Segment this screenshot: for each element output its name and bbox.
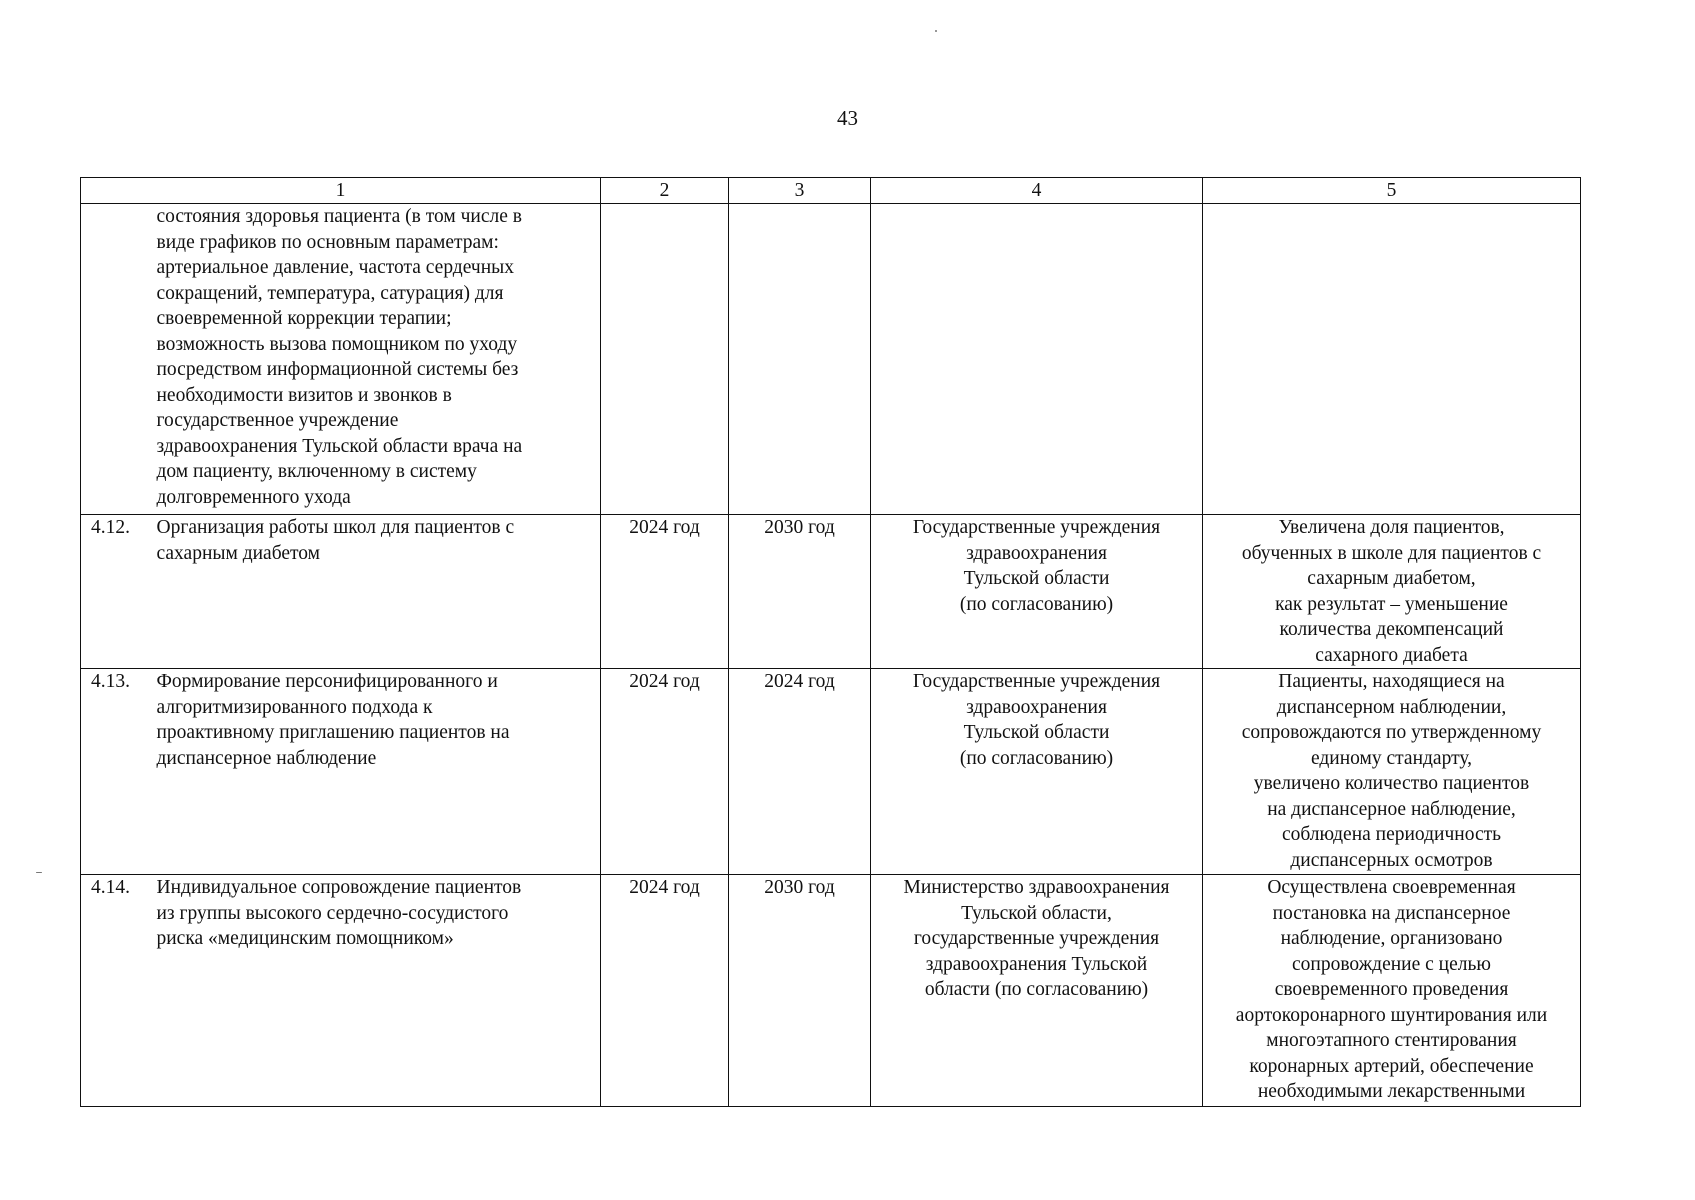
result-line: единому стандарту,: [1310, 747, 1473, 769]
activity-line: своевременной коррекции терапии;: [156, 308, 452, 329]
page-number: 43: [837, 106, 858, 130]
result-line: увеличено количество пациентов: [1253, 773, 1530, 794]
result-cell: [1203, 515, 1581, 669]
responsible-line: Государственные учреждения: [912, 517, 1161, 538]
activity-line: Организация работы школ для пациентов с: [156, 517, 515, 538]
responsible-cell: [871, 669, 1203, 875]
result-cell: [1203, 875, 1581, 1107]
plan-table: [80, 177, 1581, 1107]
activity-line: сокращений, температура, сатурация) для: [156, 282, 504, 304]
start-cell: 2024 год: [601, 669, 729, 875]
scan-speck: [36, 872, 42, 873]
end-cell: 2024 год: [729, 669, 871, 875]
row-number-cell: 4.12.: [81, 515, 157, 669]
result-line: многоэтапного стентирования: [1266, 1030, 1517, 1051]
activity-line: дом пациенту, включенному в систему: [156, 461, 477, 482]
column-header-5: 5: [1203, 178, 1581, 204]
result-line: как результат – уменьшение: [1275, 593, 1508, 615]
activity-line: риска «медицинским помощником»: [156, 928, 454, 949]
column-header-3: 3: [729, 178, 871, 204]
responsible-line: (по согласованию): [959, 593, 1114, 615]
activity-line: посредством информационной системы без: [156, 359, 519, 380]
responsible-line: области (по согласованию): [924, 979, 1149, 1000]
start-cell: 2024 год: [601, 875, 729, 1107]
result-line: коронарных артерий, обеспечение: [1249, 1055, 1534, 1077]
end-cell: [729, 204, 871, 515]
end-cell: 2030 год: [729, 875, 871, 1107]
activity-line: состояния здоровья пациента (в том числе в: [156, 206, 522, 227]
start-cell: [601, 204, 729, 515]
result-line: своевременного проведения: [1274, 979, 1509, 1000]
responsible-line: здравоохранения: [966, 542, 1107, 564]
result-line: сопровождаются по утвержденному: [1241, 722, 1542, 743]
responsible-line: Тульской области,: [961, 902, 1112, 924]
responsible-line: здравоохранения: [966, 696, 1107, 718]
result-line: диспансерном наблюдении,: [1276, 696, 1507, 718]
table-row-4-13: [81, 669, 1581, 875]
activity-cell: [157, 515, 601, 669]
activity-cell: [157, 875, 601, 1107]
responsible-line: (по согласованию): [959, 747, 1114, 769]
activity-line: виде графиков по основным параметрам:: [156, 231, 499, 253]
activity-line: диспансерное наблюдение: [156, 747, 377, 769]
column-header-2: 2: [601, 178, 729, 204]
activity-line: необходимости визитов и звонков в: [156, 384, 452, 406]
activity-cell: [157, 669, 601, 875]
activity-line: артериальное давление, частота сердечных: [156, 257, 514, 278]
result-line: обученных в школе для пациентов с: [1241, 542, 1542, 564]
result-line: постановка на диспансерное: [1272, 902, 1511, 924]
activity-line: Индивидуальное сопровождение пациентов: [156, 877, 522, 898]
result-cell: [1203, 204, 1581, 515]
activity-line: алгоритмизированного подхода к: [156, 696, 433, 718]
result-line: Осуществлена своевременная: [1267, 877, 1516, 898]
table-row-continuation: [81, 204, 1581, 515]
responsible-line: Министерство здравоохранения: [903, 877, 1170, 898]
column-header-4: 4: [871, 178, 1203, 204]
activity-line: проактивному приглашению пациентов на: [156, 722, 510, 743]
responsible-line: здравоохранения Тульской: [925, 953, 1148, 975]
activity-cell: [157, 204, 601, 515]
activity-line: долговременного ухода: [156, 486, 351, 508]
result-line: диспансерных осмотров: [1290, 849, 1493, 871]
row-number-cell: 4.13.: [81, 669, 157, 875]
activity-line: сахарным диабетом: [156, 542, 321, 564]
activity-line: Формирование персонифицированного и: [156, 671, 498, 692]
result-line: сопровождение с целью: [1292, 953, 1491, 975]
responsible-cell: [871, 204, 1203, 515]
scan-speck: [935, 30, 937, 32]
responsible-line: государственные учреждения: [913, 928, 1160, 949]
result-line: необходимыми лекарственными: [1257, 1081, 1526, 1102]
result-line: количества декомпенсаций: [1279, 619, 1504, 640]
column-header-1: 1: [81, 178, 601, 204]
result-line: соблюдена периодичность: [1281, 824, 1502, 845]
result-line: сахарным диабетом,: [1307, 568, 1476, 589]
responsible-line: Тульской области: [963, 568, 1110, 589]
result-line: наблюдение, организовано: [1280, 928, 1503, 949]
activity-line: из группы высокого сердечно-сосудистого: [156, 902, 509, 924]
result-line: Увеличена доля пациентов,: [1278, 517, 1505, 538]
table-row-4-14: [81, 875, 1581, 1107]
result-line: аортокоронарного шунтирования или: [1235, 1004, 1548, 1026]
column-header-row: [81, 178, 1581, 204]
result-line: сахарного диабета: [1315, 644, 1468, 666]
row-number-cell: 4.14.: [81, 875, 157, 1107]
responsible-line: Государственные учреждения: [912, 671, 1161, 692]
row-number-cell: [81, 204, 157, 515]
table-row-4-12: [81, 515, 1581, 669]
activity-line: государственное учреждение: [156, 410, 399, 431]
start-cell: 2024 год: [601, 515, 729, 669]
activity-line: возможность вызова помощником по уходу: [156, 333, 518, 355]
activity-line: здравоохранения Тульской области врача на: [156, 435, 523, 457]
result-line: на диспансерное наблюдение,: [1267, 798, 1516, 820]
responsible-cell: [871, 515, 1203, 669]
result-line: Пациенты, находящиеся на: [1278, 671, 1505, 692]
end-cell: 2030 год: [729, 515, 871, 669]
responsible-cell: [871, 875, 1203, 1107]
result-cell: [1203, 669, 1581, 875]
responsible-line: Тульской области: [963, 722, 1110, 743]
